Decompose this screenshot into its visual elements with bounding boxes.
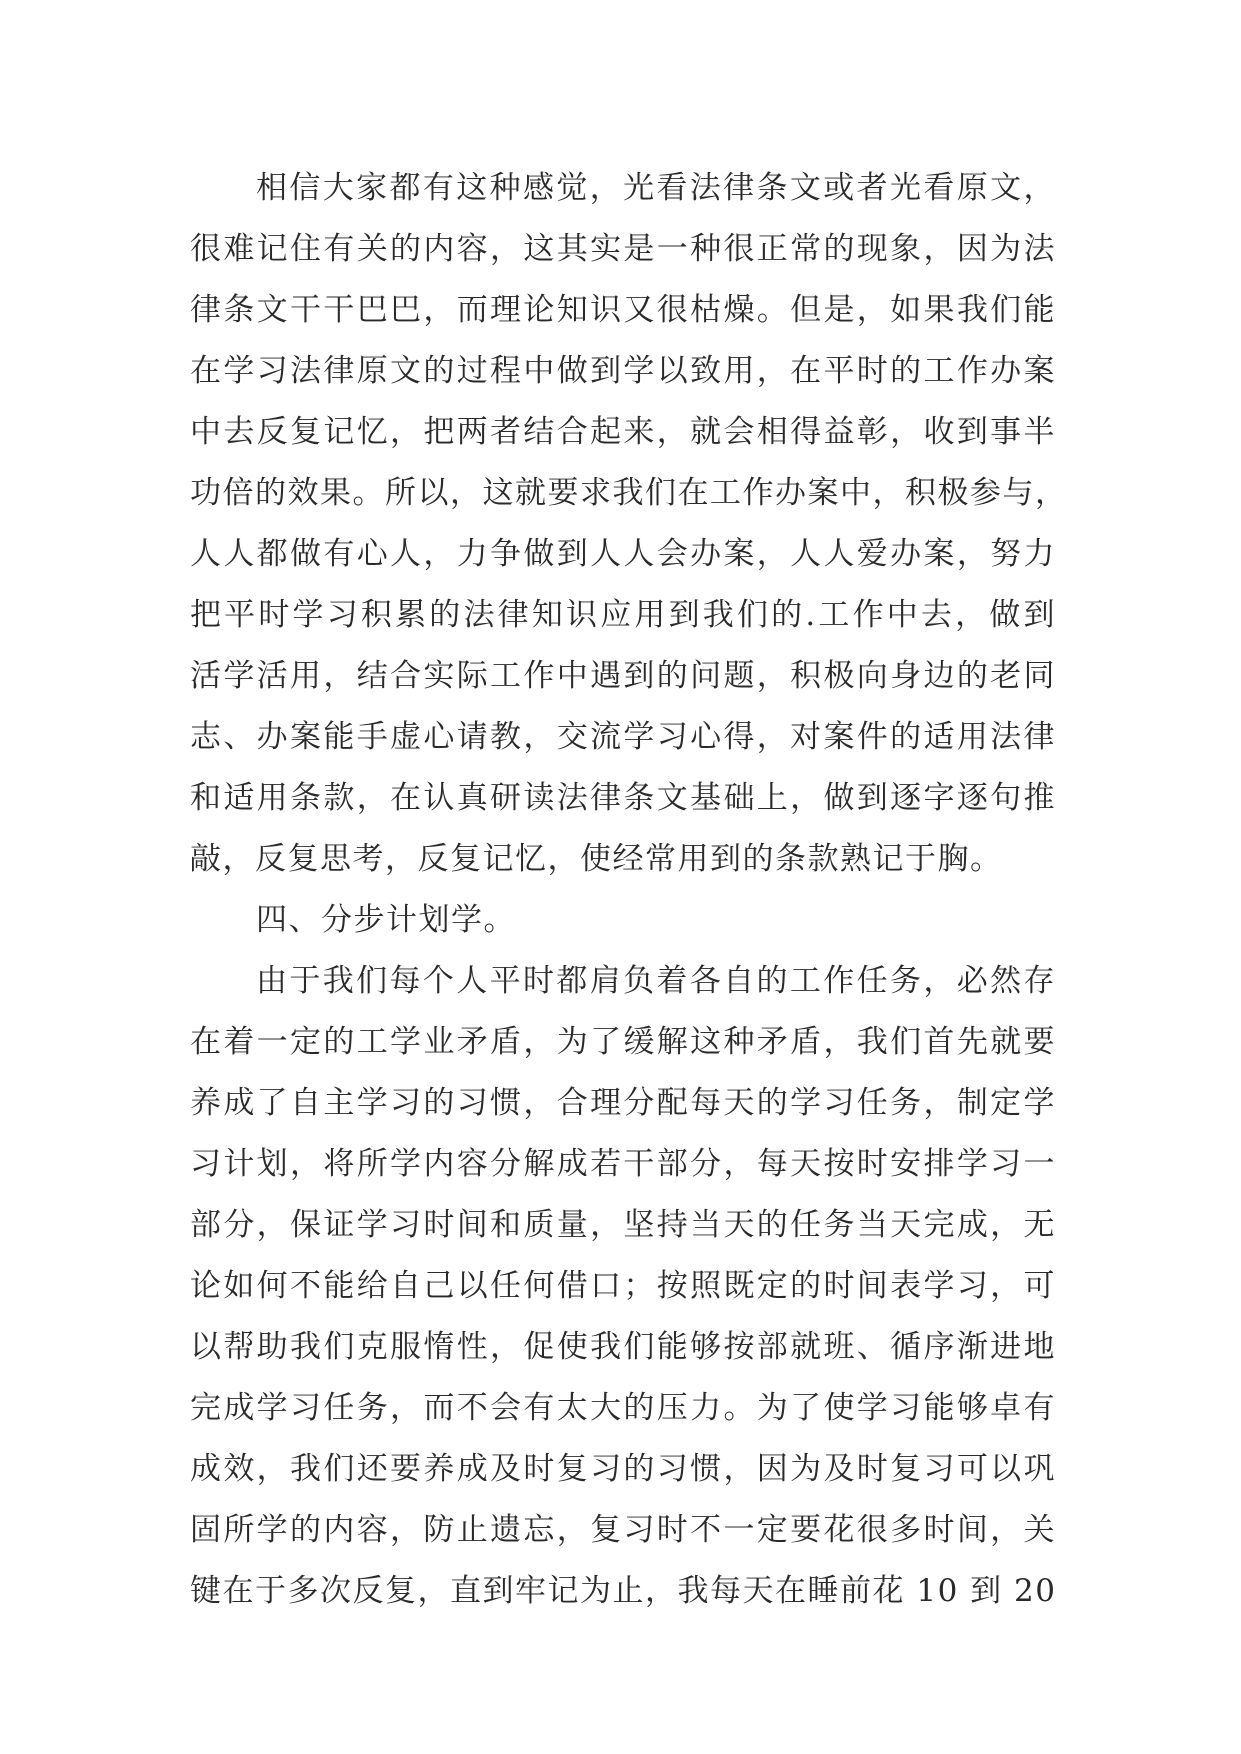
text-line: 人人都做有心人，力争做到人人会办案，人人爱办案，努力 [190,536,1056,572]
text-line: 和适用条款，在认真研读法律条文基础上，做到逐字逐句推 [190,780,1056,816]
text-line: 敲，反复思考，反复记忆，使经常用到的条款熟记于胸。 [190,841,1003,877]
text-line: 在着一定的工学业矛盾，为了缓解这种矛盾，我们首先就要 [190,1024,1056,1060]
text-line: 习计划，将所学内容分解成若干部分，每天按时安排学习一 [190,1146,1056,1182]
text-line: 在学习法律原文的过程中做到学以致用，在平时的工作办案 [190,353,1056,389]
text-line: 固所学的内容，防止遗忘，复习时不一定要花很多时间，关 [190,1512,1056,1548]
text-line: 养成了自主学习的习惯，合理分配每天的学习任务，制定学 [190,1085,1056,1121]
text-line: 四、分步计划学。 [256,902,516,938]
text-line: 中去反复记忆，把两者结合起来，就会相得益彰，收到事半 [190,414,1056,450]
body-text [190,158,1068,1622]
text-line: 很难记住有关的内容，这其实是一种很正常的现象，因为法 [190,231,1056,267]
text-line: 志、办案能手虚心请教，交流学习心得，对案件的适用法律 [190,719,1056,755]
text-line: 活学活用，结合实际工作中遇到的问题，积极向身边的老同 [190,658,1056,694]
text-line: 律条文干干巴巴，而理论知识又很枯燥。但是，如果我们能 [190,292,1056,328]
text-line: 以帮助我们克服惰性，促使我们能够按部就班、循序渐进地 [190,1329,1056,1365]
text-line: 相信大家都有这种感觉，光看法律条文或者光看原文， [256,170,1056,206]
text-line: 部分，保证学习时间和质量，坚持当天的任务当天完成，无 [190,1207,1056,1243]
text-line: 成效，我们还要养成及时复习的习惯，因为及时复习可以巩 [190,1451,1056,1487]
text-line: 键在于多次反复，直到牢记为止，我每天在睡前花 10 到 20 [190,1573,1057,1609]
text-line: 把平时学习积累的法律知识应用到我们的.工作中去，做到 [190,597,1056,633]
text-line: 论如何不能给自己以任何借口；按照既定的时间表学习，可 [190,1268,1056,1304]
text-line: 功倍的效果。所以，这就要求我们在工作办案中，积极参与， [190,475,1068,511]
text-line: 完成学习任务，而不会有太大的压力。为了使学习能够卓有 [190,1390,1056,1426]
text-line: 由于我们每个人平时都肩负着各自的工作任务，必然存 [256,963,1056,999]
